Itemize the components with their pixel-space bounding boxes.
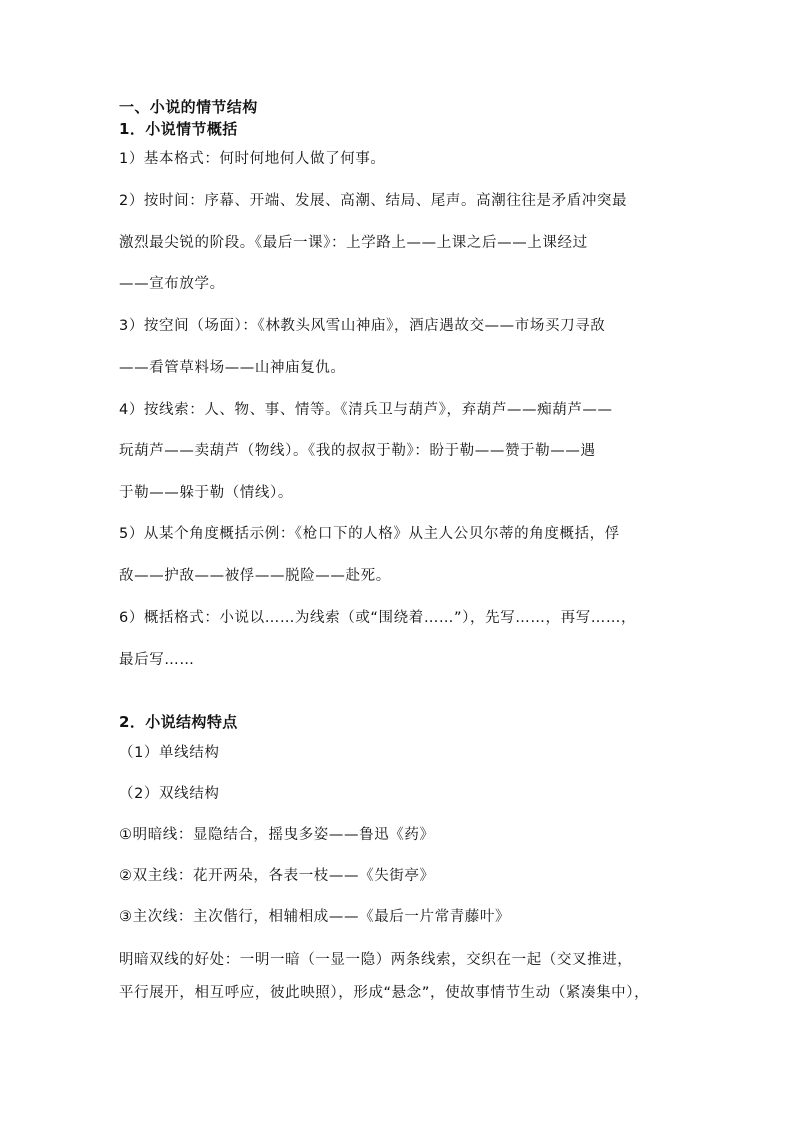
section-title: 一、小说的情节结构 xyxy=(119,98,258,116)
paragraph-line: 5）从某个角度概括示例：《枪口下的人格》从主人公贝尔蒂的角度概括，俘 xyxy=(119,526,620,542)
paragraph-line: 明暗双线的好处：一明一暗（一显一隐）两条线索，交织在一起（交叉推进， xyxy=(119,952,633,968)
paragraph-line: 4）按线索：人、物、事、情等。《清兵卫与葫芦》，弃葫芦——痴葫芦—— xyxy=(119,402,613,418)
paragraph-line: 敌——护敌——被俘——脱险——赴死。 xyxy=(119,568,391,584)
paragraph-line: 最后写…… xyxy=(119,652,195,668)
subsection-heading-structure: 2．小说结构特点 xyxy=(119,713,238,731)
paragraph-line: ——看管草料场——山神庙复仇。 xyxy=(119,360,346,376)
paragraph-line: 玩葫芦——卖葫芦（物线）。《我的叔叔于勒》：盼于勒——赞于勒——遇 xyxy=(119,443,596,459)
paragraph-line: 3）按空间（场面）：《林教头风雪山神庙》，酒店遇故交——市场买刀寻敌 xyxy=(119,318,606,334)
paragraph-line: 1）基本格式：何时何地何人做了何事。 xyxy=(119,151,386,167)
paragraph-line: 6）概括格式：小说以……为线索（或“围绕着……”），先写……，再写……， xyxy=(119,610,637,626)
paragraph-line: 于勒——躲于勒（情线）。 xyxy=(119,485,293,501)
paragraph-line: 2）按时间：序幕、开端、发展、高潮、结局、尾声。高潮往往是矛盾冲突最 xyxy=(119,193,628,209)
paragraph-line: （2）双线结构 xyxy=(119,786,220,802)
paragraph-line: ①明暗线：显隐结合，摇曳多姿——鲁迅《药》 xyxy=(119,827,435,843)
paragraph-line: ——宣布放学。 xyxy=(119,276,225,292)
paragraph-line: ②双主线：花开两朵，各表一枝——《失街亭》 xyxy=(119,868,435,884)
paragraph-line: 平行展开，相互呼应，彼此映照），形成“悬念”，使故事情节生动（紧凑集中）， xyxy=(119,985,650,1001)
paragraph-line: 激烈最尖锐的阶段。《最后一课》：上学路上——上课之后——上课经过 xyxy=(119,235,588,251)
paragraph-line: ③主次线：主次偕行，相辅相成——《最后一片常青藤叶》 xyxy=(119,909,511,925)
paragraph-line: （1）单线结构 xyxy=(119,745,220,761)
subsection-heading-plot-summary: 1．小说情节概括 xyxy=(119,120,238,138)
